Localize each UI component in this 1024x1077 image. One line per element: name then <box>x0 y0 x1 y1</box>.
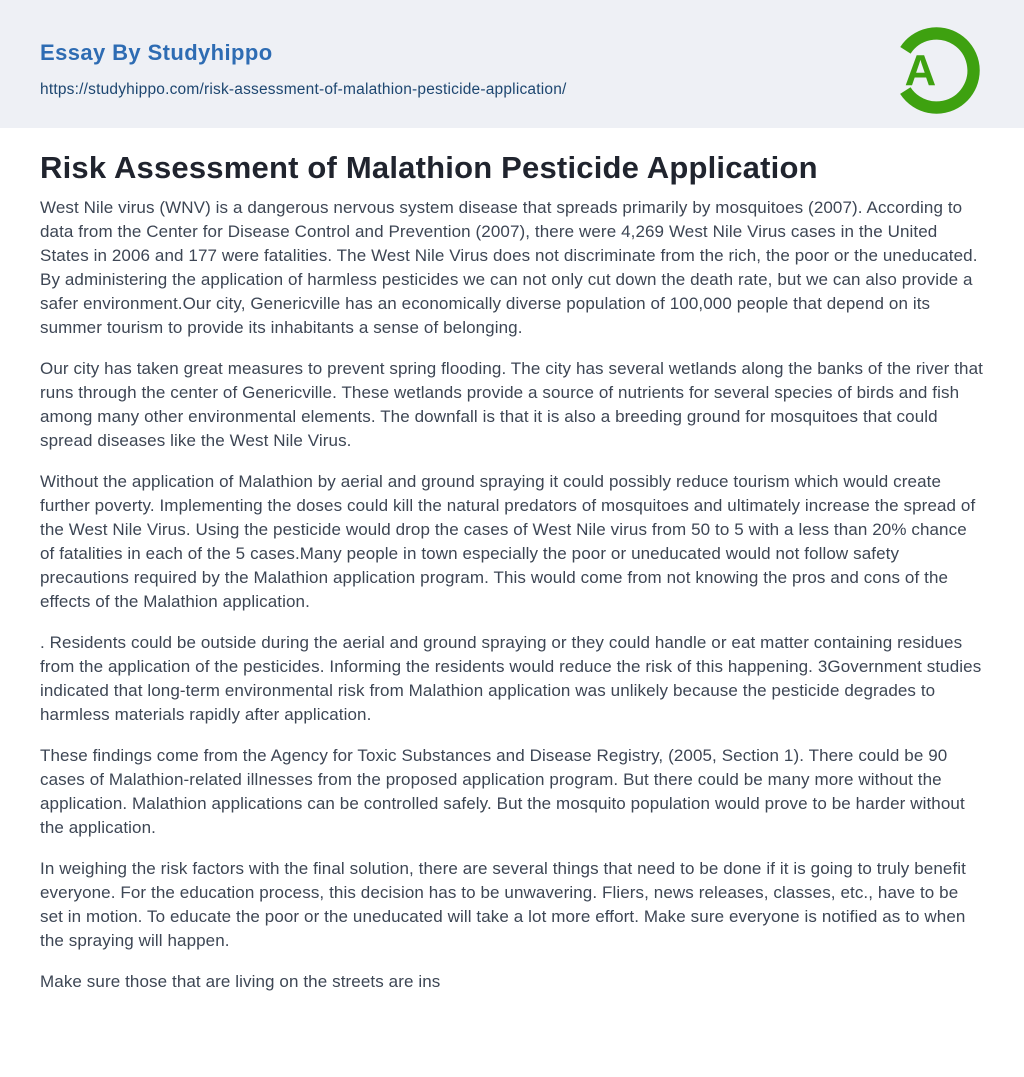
paragraph: West Nile virus (WNV) is a dangerous nervous system disease that spreads primarily by mosquitoes (2007). According to data from the Center for Disease Control and Prevention (2007), there were 4,269 West Nile Virus cases in the United States in 2006 and 177 were fatalities. The West Nile Virus does not discriminate from the rich, the poor or the uneducated. By administering the application of harmless pesticides we can not only cut down the death rate, but we can also provide a safer environment.Our city, Genericville has an economically diverse population of 100,000 people that depend on its summer tourism to provide its inhabitants a sense of belonging. <box>40 198 978 337</box>
paragraph: Without the application of Malathion by aerial and ground spraying it could possibly reduce tourism which would create further poverty. Implementing the doses could kill the natural predators of mosquitoes and ultimately increase the spread of the West Nile Virus. Using the pesticide would drop the cases of West Nile virus from 50 to 5 with a less than 20% chance of fatalities in each of the 5 cases.Many people in town especially the poor or uneducated would not follow safety precautions required by the Malathion application program. This would come from not knowing the pros and cons of the effects of the Malathion application. <box>40 472 976 611</box>
paragraph: In weighing the risk factors with the final solution, there are several things that need to be done if it is going to truly benefit everyone. For the education process, this decision has to be unwavering. Fliers, news releases, classes, etc., have to be set in motion. To educate the poor or the uneducated will take a lot more effort. Make sure everyone is notified as to when the spraying will happen. <box>40 859 966 950</box>
byline: Essay By Studyhippo <box>40 39 273 65</box>
page-title: Risk Assessment of Malathion Pesticide Application <box>40 150 818 185</box>
studyhippo-logo <box>889 23 984 118</box>
logo-ring-icon <box>889 23 984 118</box>
paragraph: . Residents could be outside during the aerial and ground spraying or they could handle or eat matter containing residues from the application of the pesticides. Informing the residents would reduce the risk of this happening. 3Government studies indicated that long-term environmental risk from Malathion application was unlikely because the pesticide degrades to harmless materials rapidly after application. <box>40 633 982 724</box>
logo-letter: A <box>904 45 937 95</box>
paragraph: These findings come from the Agency for Toxic Substances and Disease Registry, (2005, Section 1). There could be 90 cases of Malathion-related illnesses from the proposed application program. But there could be many more without the application. Malathion applications can be controlled safely. But the mosquito population would prove to be harder without the application. <box>40 746 965 837</box>
paragraph: Make sure those that are living on the streets are ins <box>40 972 441 991</box>
essay-content <box>0 128 1024 1054</box>
page-url: https://studyhippo.com/risk-assessment-of-malathion-pesticide-application/ <box>40 80 567 98</box>
site-header <box>0 0 1024 128</box>
header-text-block <box>40 40 567 99</box>
paragraph: Our city has taken great measures to prevent spring flooding. The city has several wetlands along the banks of the river that runs through the center of Genericville. These wetlands provide a source of nutrients for several species of birds and fish among many other environmental elements. The downfall is that it is also a breeding ground for mosquitoes that could spread diseases like the West Nile Virus. <box>40 359 983 450</box>
